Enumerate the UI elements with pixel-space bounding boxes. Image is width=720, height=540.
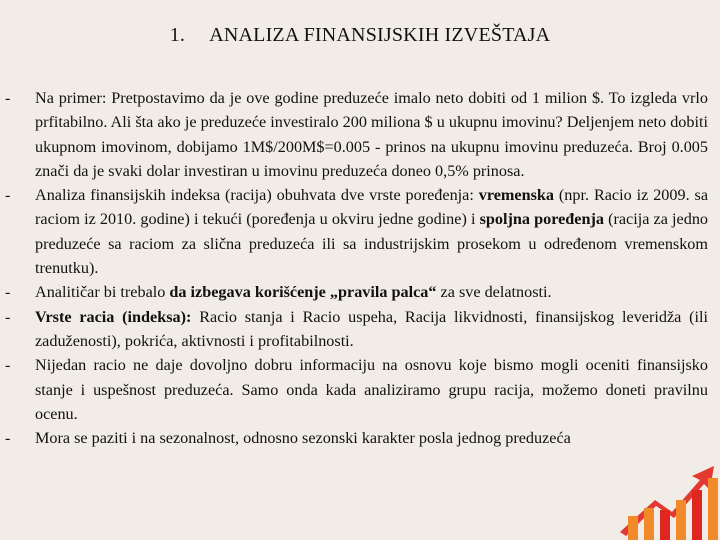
- bar-shape: [676, 500, 686, 540]
- bar-shape: [628, 516, 638, 540]
- growth-chart-decoration: [600, 430, 720, 540]
- title-text: ANALIZA FINANSIJSKIH IZVEŠTAJA: [209, 24, 551, 46]
- bullet-dash: -: [5, 429, 11, 448]
- item-text: (npr. Racio iz 2009. sa raciom iz 2010. godine) i tekući (poređenja u okviru jedne godine) i: [35, 186, 709, 229]
- list-item: [0, 183, 712, 280]
- item-text: Na primer: Pretpostavimo da je ove godine preduzeće imalo neto dobiti od 1 milion $. To izgleda vrlo prfitabilno. Ali šta ako je preduzeće investiralo 200 miliona $ u ukupnu imovinu? Deljenjem neto dobiti ukupnom imovinom, dobijamo 1M$/200M$=0.005 - prinos na ukupnu imovinu preduzeća. Broj 0.005 znači da je svaki dolar investiran u imovinu preduzeća doneo 0,5% prinosa.: [35, 89, 708, 180]
- item-text: Analiza finansijskih indeksa (racija) obuhvata dve vrste poređenja:: [35, 186, 479, 205]
- bullet-dash: -: [5, 356, 11, 375]
- item-text: za sve delatnosti.: [436, 283, 552, 302]
- item-text: Nijedan racio ne daje dovoljno dobru informaciju na osnovu koje bismo mogli oceniti finansijsko stanje i uspešnost preduzeća. Samo onda kada analiziramo grupu racija, možemo doneti pravilnu ocenu.: [35, 356, 708, 423]
- item-text: Racio stanja i Racio uspeha, Racija likvidnosti, finansijskog leveridža (ili zaduženosti), pokrića, aktivnosti i profitabilnosti.: [35, 307, 709, 350]
- item-text-bold: da izbegava korišćenje „pravila palca“: [169, 283, 437, 302]
- list-item: [0, 86, 712, 183]
- list-item: [0, 280, 712, 304]
- item-text: (racija za jedno preduzeće sa raciom za slična preduzeća ili sa industrijskim prosekom u određenom vremenskom trenutku).: [35, 210, 709, 278]
- item-text-bold: spoljna poređenja: [479, 210, 604, 229]
- item-text-bold: vremenska: [478, 186, 555, 205]
- item-text-bold: Vrste racia (indeksa):: [35, 307, 192, 326]
- list-item: [0, 305, 712, 354]
- title-number: 1.: [169, 24, 186, 46]
- slide-title: [0, 24, 720, 47]
- list-item: [0, 353, 712, 426]
- bar-shape: [708, 478, 718, 540]
- item-text: Mora se paziti i na sezonalnost, odnosno sezonski karakter posla jednog preduzeća: [35, 429, 571, 448]
- bullet-dash: -: [5, 283, 11, 302]
- bar-shape: [644, 508, 654, 540]
- bullet-dash: -: [5, 307, 11, 326]
- bullet-dash: -: [5, 186, 11, 205]
- bullet-list: [0, 86, 712, 450]
- bullet-dash: -: [5, 89, 11, 107]
- bar-shape: [660, 510, 670, 540]
- item-text: Analitičar bi trebalo: [35, 283, 170, 302]
- bar-shape: [692, 490, 702, 540]
